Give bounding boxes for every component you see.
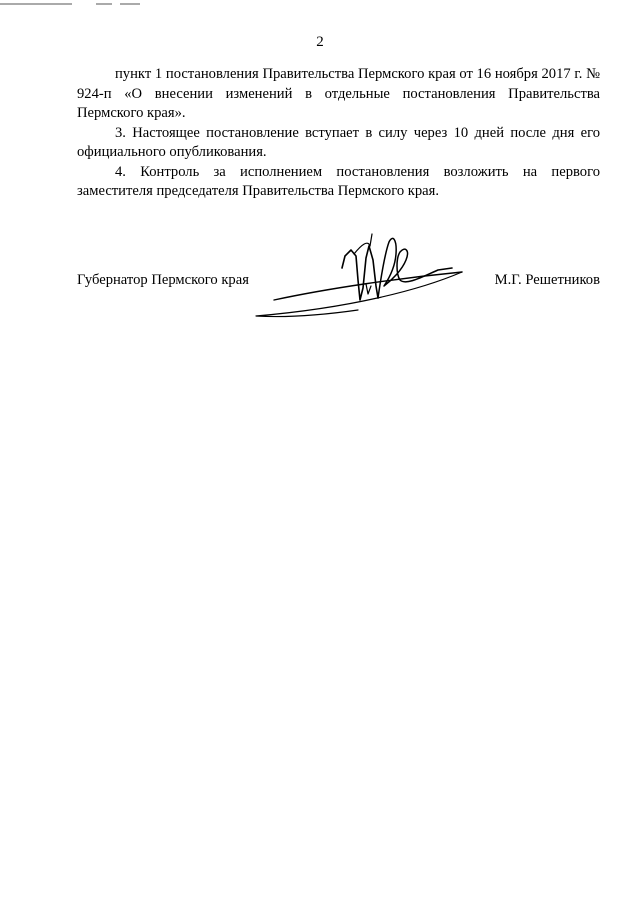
page-number: 2 <box>316 34 324 50</box>
handwritten-signature <box>250 228 466 324</box>
paragraph-continuation: пункт 1 постановления Правительства Пермского края от 16 ноября 2017 г. № 924-п «О внесении изменений в отдельные постановления Правительства Пермского края». <box>77 66 600 121</box>
signatory-name: М.Г. Решетников <box>494 272 600 288</box>
paragraph-4: 4. Контроль за исполнением постановления возложить на первого заместителя председателя Правительства Пермского края. <box>77 163 600 199</box>
top-edge-marks <box>0 0 640 8</box>
document-body <box>77 65 600 202</box>
paragraph-3: 3. Настоящее постановление вступает в силу через 10 дней после дня его официального опубликования. <box>77 124 600 160</box>
signatory-position: Губернатор Пермского края <box>77 272 249 288</box>
